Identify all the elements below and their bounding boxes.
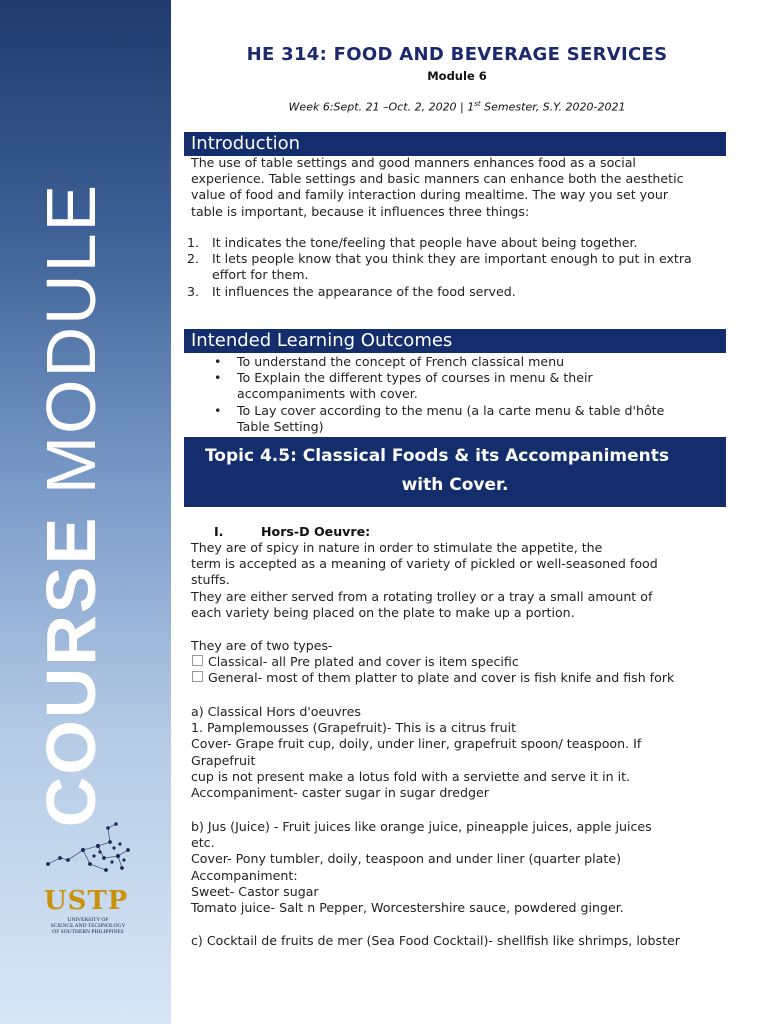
list-item: 3. It influences the appearance of the food served. [187, 283, 516, 299]
week-line: Week 6:Sept. 21 –Oct. 2, 2020 | 1st Semester, S.Y. 2020-2021 [288, 100, 626, 114]
checkbox-icon [192, 671, 203, 682]
juice-block: b) Jus (Juice) - Fruit juices like orange juice, pineapple juices, apple juices etc. Cover- Pony tumbler, doily, teaspoon and under liner (quarter plate) Accompaniment: Sweet- Castor sugar Tomato juice- Salt n Pepper, Worcestershire sauce, powdered ginger. [191, 819, 652, 916]
constellation-icon [38, 820, 138, 890]
introduction-heading: Introduction [184, 132, 726, 156]
ustp-logo [38, 820, 138, 935]
topic-heading: Topic 4.5: Classical Foods & its Accompaniments with Cover. [184, 437, 726, 507]
sidebar-band [0, 0, 171, 1024]
course-title: HE 314: FOOD AND BEVERAGE SERVICES [246, 44, 668, 65]
influences-list [187, 235, 717, 300]
section-heading: I. Hors-D Oeuvre: [214, 524, 371, 539]
list-item: 1. It indicates the tone/feeling that people have about being together. [187, 235, 638, 250]
logo-subtitle: UNIVERSITY OF SCIENCE AND TECHNOLOGY OF SOUTHERN PHILIPPINES [50, 917, 126, 935]
hors-doeuvre-description: They are of spicy in nature in order to stimulate the appetite, the term is accepted as a meaning of variety of pickled or well-seasoned food stuffs. They are either served from a rotating trolley or a tray a small amount of each variety being placed on the plate to make up a portion. [191, 540, 658, 620]
title-course: COURSE [32, 515, 110, 827]
list-item: • To understand the concept of French classical menu [214, 354, 565, 369]
course-module-title [30, 182, 112, 827]
types-block: They are of two types- Classical- all Pre plated and cover is item specific General- most of them platter to plate and cover is fish knife and fish fork [191, 638, 721, 687]
grapefruit-block: a) Classical Hors d'oeuvres 1. Pamplemousses (Grapefruit)- This is a citrus fruit Cover- Grape fruit cup, doily, under liner, grapefruit spoon/ teaspoon. If Grapefruit cup is not present make a lotus fold with a serviette and serve it in it. Accompaniment- caster sugar in sugar dredger [191, 704, 642, 801]
logo-wordmark: USTP [44, 886, 129, 916]
introduction-paragraph: The use of table settings and good manners enhances food as a social experience. Table settings and basic manners can enhance both the aesthetic value of food and family interaction during mealtime. The way you set your table is important, because it influences three things: [191, 155, 684, 219]
list-item: • To Explain the different types of courses in menu & their accompaniments with cover. [214, 370, 593, 402]
seafood-cocktail-block: c) Cocktail de fruits de mer (Sea Food Cocktail)- shellfish like shrimps, lobster [191, 933, 680, 948]
checkbox-icon [192, 655, 203, 666]
title-module: MODULE [32, 182, 110, 494]
outcomes-list [214, 354, 724, 435]
list-item: 2. It lets people know that you think they are important enough to put in extra effort for them. [187, 251, 692, 283]
list-item: • To Lay cover according to the menu (a la carte menu & table d'hôte Table Setting) [214, 402, 665, 434]
list-item: General- most of them platter to plate and cover is fish knife and fish fork [191, 670, 721, 686]
list-item: Classical- all Pre plated and cover is item specific [191, 654, 721, 670]
module-label: Module 6 [427, 69, 487, 83]
outcomes-heading: Intended Learning Outcomes [184, 329, 726, 353]
